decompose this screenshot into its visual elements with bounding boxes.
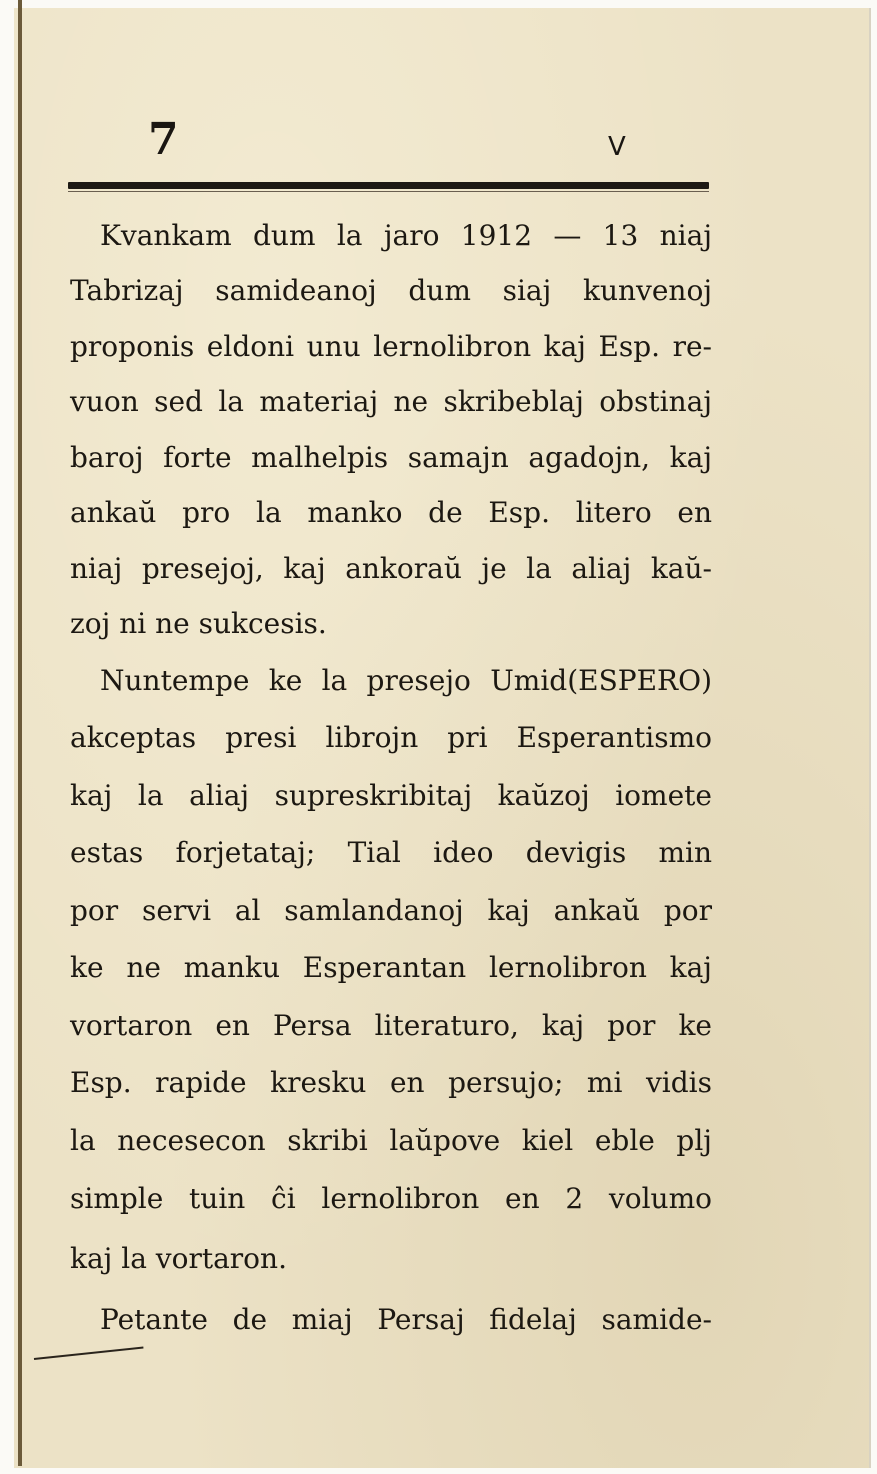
text-line: ankaŭ pro la manko de Esp. litero en xyxy=(70,496,712,529)
text-line: estas forjetataj; Tial ideo devigis min xyxy=(70,836,712,869)
text-line: Nuntempe ke la presejo Umid(ESPERO) xyxy=(100,664,712,697)
text-line: la necesecon skribi laŭpove kiel eble plj xyxy=(70,1124,712,1157)
text-line: Kvankam dum la jaro 1912 — 13 niaj xyxy=(100,219,712,252)
header-rule-thin xyxy=(68,191,709,192)
text-line: kaj la vortaron. xyxy=(70,1242,287,1275)
text-line: baroj forte malhelpis samajn agadojn, kaj xyxy=(70,441,712,474)
page-gutter-line xyxy=(18,0,22,1466)
text-line: ke ne manku Esperantan lernolibron kaj xyxy=(70,951,712,984)
page-edge xyxy=(869,8,871,1468)
text-line: zoj ni ne sukcesis. xyxy=(70,607,327,640)
text-line: proponis eldoni unu lernolibron kaj Esp. re- xyxy=(70,330,712,363)
text-line: niaj presejoj, kaj ankoraŭ je la aliaj kaŭ- xyxy=(70,552,712,585)
signature-mark: V xyxy=(608,132,626,162)
header-rule xyxy=(68,182,709,189)
text-line: akceptas presi librojn pri Esperantismo xyxy=(70,721,712,754)
text-line: vuon sed la materiaj ne skribeblaj obstinaj xyxy=(70,385,712,418)
page-number: 7 xyxy=(148,114,179,165)
text-line: kaj la aliaj supreskribitaj kaŭzoj iomete xyxy=(70,779,712,812)
text-line: simple tuin ĉi lernolibron en 2 volumo xyxy=(70,1182,712,1215)
text-line: vortaron en Persa literaturo, kaj por ke xyxy=(70,1009,712,1042)
text-line: por servi al samlandanoj kaj ankaŭ por xyxy=(70,894,712,927)
text-line: Esp. rapide kresku en persujo; mi vidis xyxy=(70,1066,712,1099)
text-line: Petante de miaj Persaj fidelaj samide- xyxy=(100,1303,712,1336)
text-line: Tabrizaj samideanoj dum siaj kunvenoj xyxy=(70,274,712,307)
